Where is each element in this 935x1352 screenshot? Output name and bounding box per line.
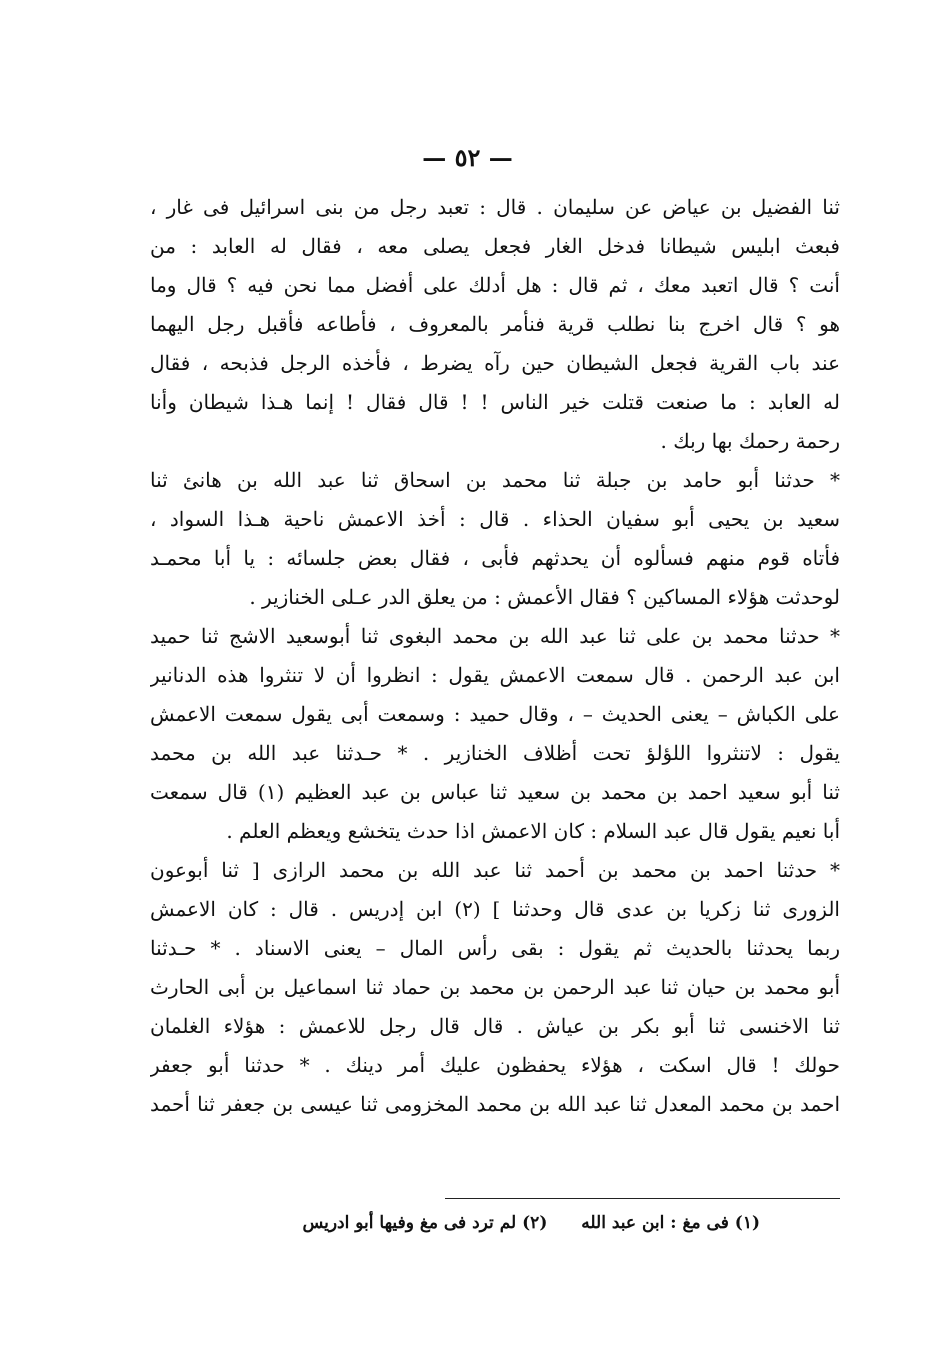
- text-line: على الكباش – يعنى الحديث – ، وقال حميد : وسمعت أبى يقول سمعت الاعمش: [150, 702, 840, 726]
- text-line: أبا نعيم يقول قال عبد السلام : كان الاعمش اذا حدث يتخشع ويعظم العلم .: [226, 819, 840, 843]
- text-line: * حدثنا أبو حامد بن جبلة ثنا محمد بن اسحاق ثنا عبد الله بن هانئ ثنا: [150, 468, 840, 492]
- footnote: (٢) لم ترد فى مغ وفيها أبو ادريس: [302, 1213, 548, 1233]
- text-line: سعيد بن يحيى أبو سفيان الحذاء . قال : أخذ الاعمش ناحية هـذا السواد ،: [150, 507, 840, 531]
- text-line: * حدثنا احمد بن محمد بن أحمد ثنا عبد الله بن محمد الرازى [ ثنا أبوعون: [150, 858, 840, 882]
- text-line: ثنا أبو سعيد احمد بن محمد بن سعيد ثنا عباس بن عبد العظيم (١) قال سمعت: [150, 780, 840, 804]
- text-line: أبو محمد بن حيان ثنا عبد الرحمن بن محمد بن حماد ثنا اسماعيل بن أبى الحارث: [150, 975, 840, 999]
- text-line: لوحدثت هؤلاء المساكين ؟ فقال الأعمش : من يعلق الدر عـلى الخنازير .: [249, 585, 840, 609]
- text-line: أنت ؟ قال اتعبد معك ، ثم قال : هل أدلك على أفضل مما نحن فيه ؟ قال وما: [150, 273, 840, 297]
- text-line: ربما يحدثنا بالحديث ثم يقول : بقى رأس المال – يعنى الاسناد . * حـدثنا: [150, 936, 840, 960]
- text-line: الزورى ثنا زكريا بن عدى قال وحدثنا ] (٢) ابن إدريس . قال : كان الاعمش: [150, 897, 840, 921]
- text-line: له العابد : ما صنعت قتلت خير الناس ! ! قال فقال ! إنما هـذا شيطان وأنا: [150, 390, 840, 414]
- footnote: (١) فى مغ : ابن عبد الله: [581, 1213, 760, 1233]
- text-line: ثنا الفضيل بن عياض عن سليمان . قال : تعبد رجل من بنى اسرائيل فى غار ،: [150, 195, 840, 219]
- text-line: رحمة رحمك بها ربك .: [660, 429, 840, 453]
- body-text: [150, 188, 840, 1124]
- text-line: ثنا الاخنسى ثنا أبو بكر بن عياش . قال قال رجل للاعمش : هؤلاء الغلمان: [150, 1014, 840, 1038]
- text-line: يقول : لاتنثروا اللؤلؤ تحت أظلاف الخنازير . * حـدثنا عبد الله بن محمد: [150, 741, 840, 765]
- footnotes: [280, 1205, 760, 1241]
- text-line: هو ؟ قال اخرج بنا نطلب قرية فنأمر بالمعروف ، فأطاعه فأقبل رجل اليهما: [150, 312, 840, 336]
- footnote-divider: [445, 1198, 840, 1199]
- text-line: فبعث ابليس شيطانا فدخل الغار فجعل يصلى معه ، فقال له العابد : من: [150, 234, 840, 258]
- text-line: ابن عبد الرحمن . قال سمعت الاعمش يقول : انظروا أن لا تنثروا هذه الدنانير: [150, 663, 840, 687]
- page-number: — ٥٢ —: [422, 143, 513, 172]
- text-line: * حدثنا محمد بن على ثنا عبد الله بن محمد البغوى ثنا أبوسعيد الاشج ثنا حميد: [150, 624, 840, 648]
- text-line: عند باب القرية فجعل الشيطان حين رآه يضرط ، فأخذه الرجل فذبحه ، فقال: [150, 351, 840, 375]
- text-line: فأتاه قوم منهم فسألوه أن يحدثهم فأبى ، فقال بعض جلسائه : يا أبا محمـد: [150, 546, 840, 570]
- text-line: حولك ! قال اسكت ، هؤلاء يحفظون عليك أمر دينك . * حدثنا أبو جعفر: [150, 1053, 840, 1077]
- text-line: احمد بن محمد المعدل ثنا عبد الله بن محمد المخزومى ثنا عيسى بن جعفر ثنا أحمد: [150, 1092, 840, 1116]
